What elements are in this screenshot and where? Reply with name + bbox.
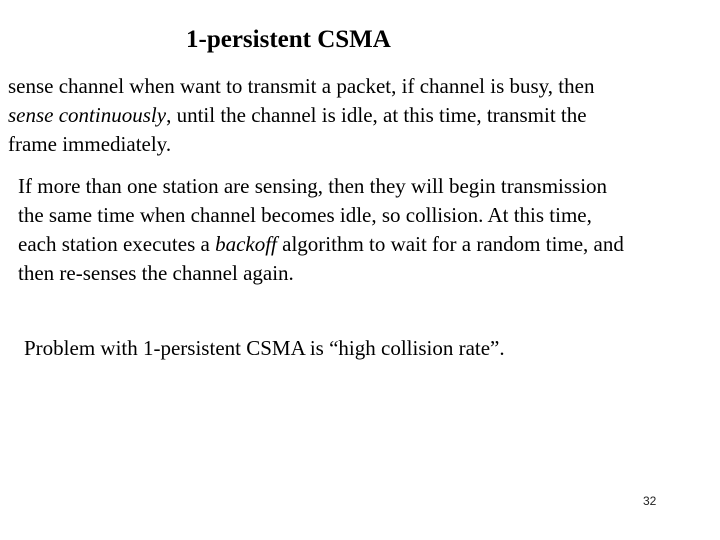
slide-title: 1-persistent CSMA: [186, 26, 391, 53]
text-span: , until the channel is idle, at this time, transmit the: [166, 103, 587, 127]
paragraph-collision: [18, 172, 718, 288]
text-line: sense channel when want to transmit a packet, if channel is busy, then: [8, 74, 595, 98]
emphasis-text: sense continuously: [8, 103, 167, 127]
text-line: [8, 101, 698, 130]
text-line: frame immediately.: [8, 132, 172, 156]
paragraph-sense-channel: [8, 72, 698, 159]
text-span: each station executes a: [18, 232, 216, 256]
text-line: then re-senses the channel again.: [18, 261, 294, 285]
text-span: algorithm to wait for a random time, and: [276, 232, 624, 256]
text-line: [18, 230, 718, 259]
text-line: the same time when channel becomes idle, so collision. At this time,: [18, 203, 592, 227]
page-number: 32: [643, 494, 657, 508]
emphasis-text: backoff: [215, 232, 277, 256]
text-line: If more than one station are sensing, then they will begin transmission: [18, 174, 608, 198]
paragraph-problem: Problem with 1-persistent CSMA is “high collision rate”.: [24, 336, 505, 360]
